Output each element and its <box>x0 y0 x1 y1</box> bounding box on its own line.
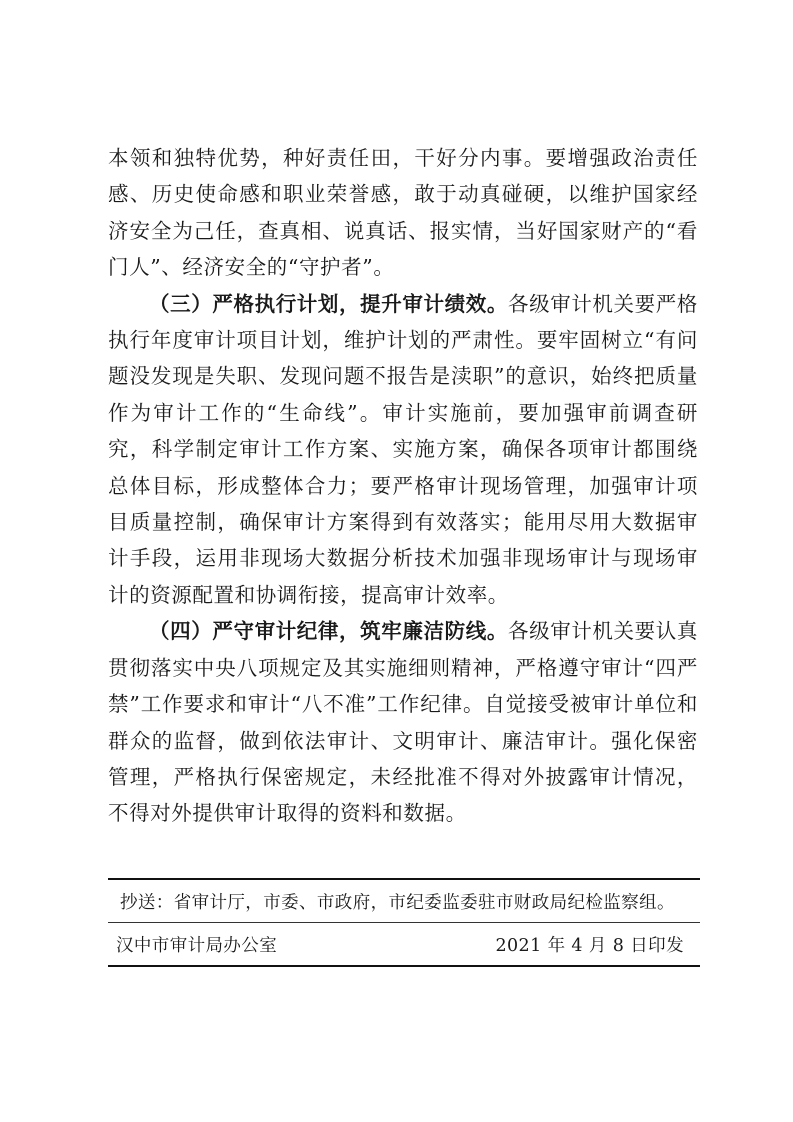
section-3-heading: （三）严格执行计划，提升审计绩效。 <box>149 291 508 316</box>
document-body <box>108 140 698 832</box>
cc-line <box>108 880 700 922</box>
paragraph-1 <box>108 140 698 286</box>
paragraph-1-text: 本领和独特优势，种好责任田，干好分内事。要增强政治责任感、历史使命感和职业荣誉感，敢于动真碰硬，以维护国家经济安全为己任，查真相、说真话、报实情，当好国家财产的“看门人”、经济安全的“守护者”。 <box>108 146 698 280</box>
issuer-name: 汉中市审计局办公室 <box>116 935 278 956</box>
issue-date: 2021 年 4 月 8 日印发 <box>495 935 684 956</box>
section-4-heading: （四）严守审计纪律，筑牢廉洁防线。 <box>149 619 508 644</box>
footer-bottom-rule <box>108 965 700 967</box>
cc-text: 抄送：省审计厅，市委、市政府，市纪委监委驻市财政局纪检监察组。 <box>120 892 675 913</box>
paragraph-2 <box>108 286 698 614</box>
paragraph-3-text: 各级审计机关要认真贯彻落实中央八项规定及其实施细则精神，严格遵守审计“四严禁”工作要求和审计“八不准”工作纪律。自觉接受被审计单位和群众的监督，做到依法审计、文明审计、廉洁审计。强化保密管理，严格执行保密规定，未经批准不得对外披露审计情况，不得对外提供审计取得的资料和数据。 <box>108 619 698 826</box>
paragraph-2-text: 各级审计机关要严格执行年度审计项目计划，维护计划的严肃性。要牢固树立“有问题没发现是失职、发现问题不报告是渎职”的意识，始终把质量作为审计工作的“生命线”。审计实施前，要加强审前调查研究，科学制定审计工作方案、实施方案，确保各项审计都围绕总体目标，形成整体合力；要严格审计现场管理，加强审计项目质量控制，确保审计方案得到有效落实；能用尽用大数据审计手段，运用非现场大数据分析技术加强非现场审计与现场审计的资源配置和协调衔接，提高审计效率。 <box>108 291 698 607</box>
document-footer <box>108 878 700 967</box>
paragraph-3 <box>108 613 698 831</box>
issue-line <box>108 923 700 965</box>
